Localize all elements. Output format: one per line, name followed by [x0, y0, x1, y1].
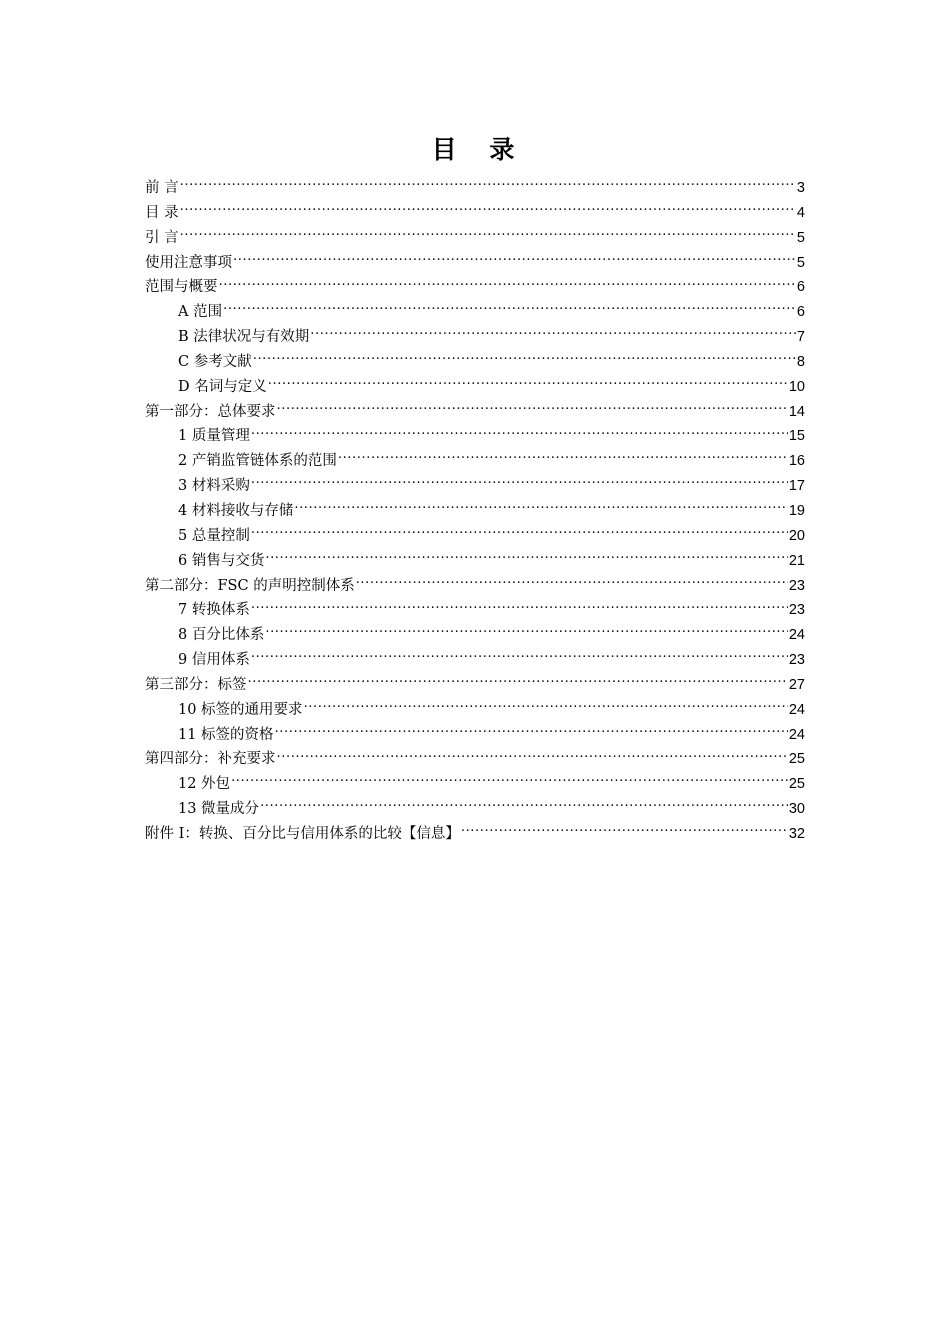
toc-dot-leader — [223, 302, 796, 317]
toc-entry[interactable] — [145, 698, 805, 723]
toc-entry-page-number: 5 — [796, 229, 805, 246]
toc-entry[interactable] — [145, 598, 805, 623]
toc-entry-page-number: 10 — [788, 378, 805, 395]
toc-entry-label: 第二部分：FSC 的声明控制体系 — [145, 577, 355, 594]
toc-entry[interactable] — [145, 375, 805, 400]
toc-entry[interactable] — [145, 226, 805, 251]
toc-entry[interactable] — [145, 350, 805, 375]
toc-entry[interactable] — [145, 797, 805, 822]
toc-entry-page-number: 27 — [788, 676, 805, 693]
toc-entry-label: 3 材料采购 — [178, 478, 250, 495]
toc-dot-leader — [265, 625, 788, 640]
toc-dot-leader — [251, 650, 788, 665]
toc-dot-leader — [251, 600, 788, 615]
toc-entry-page-number: 5 — [796, 254, 805, 271]
toc-entry-page-number: 3 — [796, 180, 805, 196]
toc-entry-label: A 范围 — [178, 304, 223, 321]
toc-dot-leader — [304, 699, 788, 714]
toc-dot-leader — [277, 749, 788, 764]
toc-entry[interactable] — [145, 623, 805, 648]
toc-entry[interactable] — [145, 648, 805, 673]
toc-entry-label: 10 标签的通用要求 — [178, 701, 303, 718]
toc-dot-leader — [251, 525, 788, 540]
toc-dot-leader — [248, 674, 788, 689]
toc-dot-leader — [260, 799, 788, 814]
toc-entry[interactable] — [145, 673, 805, 698]
toc-entry-label: 7 转换体系 — [178, 602, 250, 619]
toc-entry-label: 前 言 — [145, 180, 179, 196]
toc-entry-page-number: 7 — [796, 329, 805, 346]
toc-entry-page-number: 17 — [788, 478, 805, 495]
toc-entry-label: 13 微量成分 — [178, 801, 260, 818]
toc-entry[interactable] — [145, 449, 805, 474]
toc-entry-label: 使用注意事项 — [145, 254, 232, 271]
page-title: 目 录 — [431, 135, 527, 164]
toc-dot-leader — [251, 476, 788, 491]
toc-entry-page-number: 21 — [788, 552, 805, 569]
toc-dot-leader — [233, 252, 796, 267]
toc-dot-leader — [251, 426, 788, 441]
toc-entry-label: 第四部分：补充要求 — [145, 751, 276, 768]
toc-dot-leader — [277, 401, 788, 416]
toc-entry-page-number: 4 — [796, 204, 805, 221]
toc-entry-label: 9 信用体系 — [178, 652, 250, 669]
toc-entry-label: D 名词与定义 — [178, 378, 267, 395]
toc-entry-page-number: 24 — [788, 627, 805, 644]
toc-dot-leader — [180, 178, 796, 193]
toc-entry[interactable] — [145, 499, 805, 524]
toc-dot-leader — [268, 376, 788, 391]
toc-entry[interactable] — [145, 474, 805, 499]
toc-entry-page-number: 32 — [788, 825, 805, 842]
toc-entry[interactable] — [145, 424, 805, 449]
toc-entry[interactable] — [145, 201, 805, 226]
toc-dot-leader — [294, 500, 788, 515]
table-of-contents — [145, 176, 805, 847]
toc-dot-leader — [356, 575, 788, 590]
toc-entry[interactable] — [145, 549, 805, 574]
toc-entry[interactable] — [145, 772, 805, 797]
toc-entry-label: 附件 I：转换、百分比与信用体系的比较【信息】 — [145, 825, 460, 842]
toc-entry-label: 2 产销监管链体系的范围 — [178, 453, 337, 470]
toc-entry-label: 12 外包 — [178, 776, 231, 793]
toc-dot-leader — [275, 724, 788, 739]
toc-entry[interactable] — [145, 325, 805, 350]
toc-entry-label: 第三部分：标签 — [145, 676, 247, 693]
toc-entry-page-number: 25 — [788, 751, 805, 768]
toc-entry[interactable] — [145, 251, 805, 276]
toc-entry-label: C 参考文献 — [178, 353, 252, 370]
toc-entry-page-number: 14 — [788, 403, 805, 420]
toc-entry-label: 目 录 — [145, 204, 179, 221]
toc-entry-page-number: 16 — [788, 453, 805, 470]
toc-entry-page-number: 19 — [788, 502, 805, 519]
toc-entry-label: 第一部分：总体要求 — [145, 403, 276, 420]
toc-entry-label: 5 总量控制 — [178, 527, 250, 544]
toc-entry[interactable] — [145, 747, 805, 772]
toc-entry-label: 8 百分比体系 — [178, 627, 265, 644]
toc-entry-label: 引 言 — [145, 229, 179, 246]
toc-entry-page-number: 25 — [788, 776, 805, 793]
toc-entry-page-number: 20 — [788, 527, 805, 544]
toc-entry-label: B 法律状况与有效期 — [178, 329, 310, 346]
toc-dot-leader — [265, 550, 788, 565]
toc-entry[interactable] — [145, 400, 805, 425]
toc-entry[interactable] — [145, 574, 805, 599]
toc-entry[interactable] — [145, 176, 805, 201]
toc-entry-label: 11 标签的资格 — [178, 726, 274, 743]
toc-entry-page-number: 6 — [796, 279, 805, 296]
toc-entry-label: 范围与概要 — [145, 279, 218, 296]
toc-entry-page-number: 24 — [788, 726, 805, 743]
toc-dot-leader — [461, 823, 788, 838]
toc-entry[interactable] — [145, 300, 805, 325]
toc-dot-leader — [338, 451, 788, 466]
toc-entry-page-number: 23 — [788, 602, 805, 619]
toc-entry-page-number: 30 — [788, 801, 805, 818]
toc-entry-page-number: 15 — [788, 428, 805, 445]
toc-entry-page-number: 6 — [796, 304, 805, 321]
toc-entry-page-number: 23 — [788, 577, 805, 594]
toc-entry-page-number: 24 — [788, 701, 805, 718]
toc-entry-label: 1 质量管理 — [178, 428, 250, 445]
toc-dot-leader — [219, 277, 796, 292]
toc-entry[interactable] — [145, 524, 805, 549]
toc-entry[interactable] — [145, 275, 805, 300]
toc-entry-page-number: 23 — [788, 652, 805, 669]
toc-dot-leader — [180, 227, 796, 242]
toc-dot-leader — [253, 351, 796, 366]
toc-dot-leader — [310, 327, 796, 342]
toc-dot-leader — [180, 202, 796, 217]
toc-entry-page-number: 8 — [796, 353, 805, 370]
toc-entry[interactable] — [145, 723, 805, 748]
toc-dot-leader — [231, 774, 788, 789]
toc-entry[interactable] — [145, 822, 805, 847]
toc-entry-label: 6 销售与交货 — [178, 552, 265, 569]
toc-entry-label: 4 材料接收与存储 — [178, 502, 294, 519]
